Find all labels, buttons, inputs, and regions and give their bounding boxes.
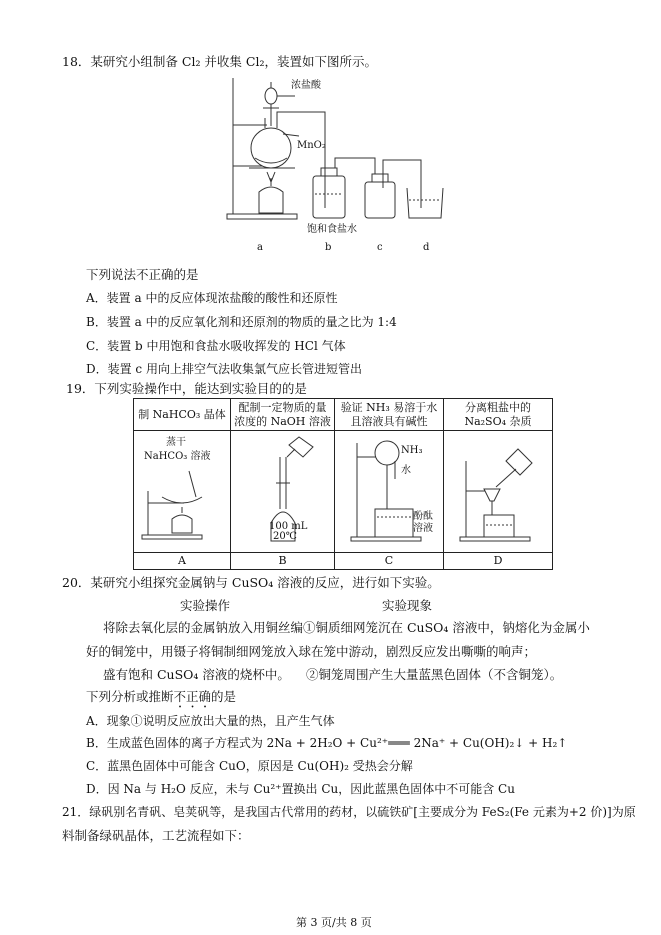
q19-letter-d: D	[444, 553, 553, 570]
label-brine: 饱和食盐水	[307, 224, 357, 235]
label-a: a	[257, 242, 263, 253]
q19-header-a: 制 NaHCO₃ 晶体	[138, 407, 226, 421]
q18-option-a: A．装置 a 中的反应体现浓盐酸的酸性和还原性	[86, 291, 338, 305]
label-nahco3-solution: NaHCO₃ 溶液	[144, 451, 211, 462]
q20-prompt-post: 的是	[211, 689, 237, 704]
label-b: b	[325, 242, 332, 253]
q19-stem: 19．下列实验操作中，能达到实验目的的是	[66, 381, 307, 396]
q19-header-c-1: 验证 NH₃ 易溶于水	[340, 400, 438, 414]
q18-apparatus-figure	[215, 68, 465, 258]
q20-line-1: 将除去氧化层的金属钠放入用铜丝编①铜质细网笼沉在 CuSO₄ 溶液中，钠熔化为金属小	[103, 620, 590, 635]
q20-prompt-pre: 下列分析或推断	[86, 689, 174, 704]
q18-stem: 18．某研究小组制备 Cl₂ 并收集 Cl₂，装置如下图所示。	[62, 54, 377, 69]
q19-header-b-1: 配制一定物质的量	[238, 400, 327, 414]
q19-header-d-1: 分离粗盐中的	[465, 400, 531, 414]
q20-line-2: 好的铜笼中，用镊子将铜制细网笼放入球在笼中游动，剧烈反应发出嘶嘶的响声；	[86, 644, 537, 659]
q19-experiment-table	[133, 398, 553, 570]
q20-stem: 20．某研究小组探究金属钠与 CuSO₄ 溶液的反应，进行如下实验。	[62, 575, 440, 590]
q21-line-1: 21．绿矾别名青矾、皂荚矾等，是我国古代常用的药材，以硫铁矿[主要成分为 FeS₂(Fe 元素为+2 价)]为原	[62, 805, 636, 819]
q18-option-b: B．装置 a 中的反应氧化剂和还原剂的物质的量之比为 1:4	[86, 315, 397, 329]
q19-header-d-2: Na₂SO₄ 杂质	[464, 414, 532, 428]
label-c: c	[377, 242, 383, 253]
label-conc-hcl: 浓盐酸	[291, 80, 321, 91]
label-solution: 溶液	[413, 523, 433, 534]
q20-option-a: A．现象①说明反应放出大量的热，且产生气体	[86, 714, 335, 728]
q19-figure-a	[134, 431, 230, 548]
label-d: d	[423, 242, 430, 253]
q20-prompt-emphasis: 不正确	[173, 689, 212, 704]
label-water: 水	[401, 465, 411, 476]
label-nh3: NH₃	[401, 445, 423, 456]
page-footer: 第 3 页/共 8 页	[296, 916, 372, 929]
q19-letter-c: C	[335, 553, 444, 570]
q20-prompt	[86, 687, 236, 711]
q19-figure-d	[444, 431, 552, 548]
q18-option-d: D．装置 c 用向上排空气法收集氯气应长管进短管出	[86, 362, 362, 376]
q21-line-2: 料制备绿矾晶体，工艺流程如下：	[62, 828, 250, 843]
label-mno2: MnO₂	[297, 140, 326, 151]
q20-line-3a: 盛有饱和 CuSO₄ 溶液的烧杯中。	[103, 667, 290, 682]
q19-header-b-2: 浓度的 NaOH 溶液	[234, 414, 331, 428]
label-20c: 20℃	[273, 531, 297, 542]
q19-figure-c	[335, 431, 443, 548]
q20-option-d: D．因 Na 与 H₂O 反应，未与 Cu²⁺置换出 Cu，因此蓝黑色固体中不可能含 Cu	[86, 782, 515, 796]
q19-header-c-2: 且溶液具有碱性	[350, 414, 428, 428]
q19-figure-b	[231, 431, 334, 548]
q18-option-c: C．装置 b 中用饱和食盐水吸收挥发的 HCl 气体	[86, 339, 346, 353]
label-phenolphthalein: 酚酞	[413, 511, 433, 522]
q19-letter-b: B	[231, 553, 335, 570]
label-evaporate: 蒸干	[166, 437, 186, 448]
q20-line-3b: ②铜笼周围产生大量蓝黑色固体（不含铜笼）。	[306, 667, 563, 682]
q20-col-observation: 实验现象	[382, 598, 433, 613]
q20-option-b: B．生成蓝色固体的离子方程式为 2Na + 2H₂O + Cu²⁺═══ 2Na⁺ + Cu(OH)₂↓ + H₂↑	[86, 736, 568, 750]
q20-option-c: C．蓝黑色固体中可能含 CuO，原因是 Cu(OH)₂ 受热会分解	[86, 759, 413, 773]
q19-letter-a: A	[134, 553, 231, 570]
q18-prompt: 下列说法不正确的是	[86, 267, 199, 282]
q20-col-operation: 实验操作	[180, 598, 231, 613]
label-100ml: 100 mL	[269, 521, 308, 532]
